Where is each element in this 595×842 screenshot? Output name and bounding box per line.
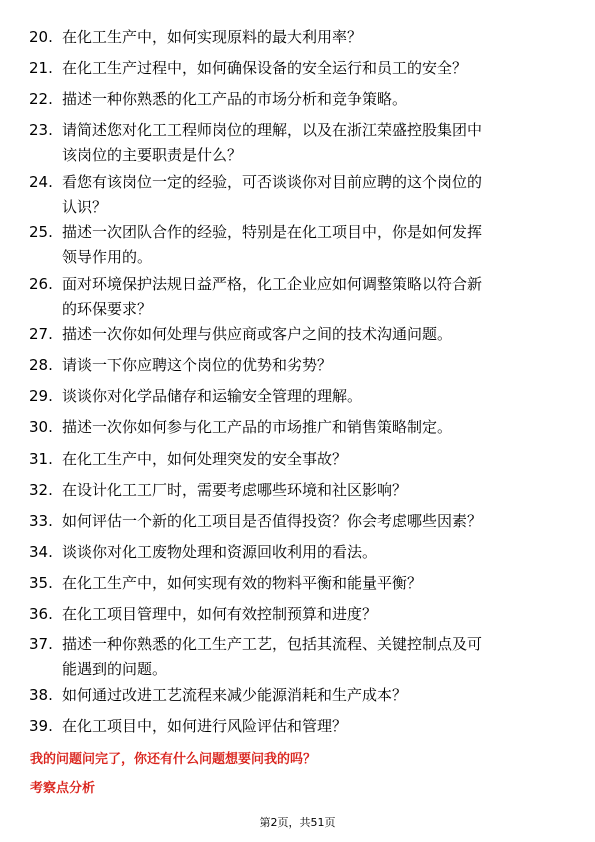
- question-item: [29, 415, 569, 440]
- question-number: 30.: [29, 418, 53, 436]
- question-number: 25.: [29, 223, 53, 241]
- question-item: [29, 540, 569, 565]
- question-item: [29, 353, 569, 378]
- question-item: [29, 714, 569, 739]
- question-item: [29, 170, 569, 220]
- question-number: 36.: [29, 605, 53, 623]
- question-item: [29, 322, 569, 347]
- question-number: 22.: [29, 90, 53, 108]
- question-number: 38.: [29, 686, 53, 704]
- question-text: 请简述您对化工工程师岗位的理解，以及在浙江荣盛控股集团中 该岗位的主要职责是什么？: [62, 121, 483, 164]
- question-text: 面对环境保护法规日益严格，化工企业应如何调整策略以符合新 的环保要求？: [62, 275, 483, 318]
- question-number: 37.: [29, 635, 53, 653]
- question-number: 28.: [29, 356, 53, 374]
- question-text: 描述一种你熟悉的化工产品的市场分析和竞争策略。: [62, 90, 408, 108]
- question-number: 20.: [29, 28, 53, 46]
- question-text: 请谈一下你应聘这个岗位的优势和劣势？: [62, 356, 333, 374]
- question-text: 谈谈你对化工废物处理和资源回收利用的看法。: [62, 543, 378, 561]
- page-footer: 第2页，共51页: [259, 816, 336, 829]
- question-text: 如何评估一个新的化工项目是否值得投资？你会考虑哪些因素？: [62, 512, 483, 530]
- question-item: [29, 272, 569, 322]
- question-text: 描述一次你如何参与化工产品的市场推广和销售策略制定。: [62, 418, 453, 436]
- question-text: 谈谈你对化学品储存和运输安全管理的理解。: [62, 387, 363, 405]
- question-text: 在化工生产中，如何处理突发的安全事故？: [62, 450, 348, 468]
- question-number: 24.: [29, 173, 53, 191]
- question-number: 27.: [29, 325, 53, 343]
- question-number: 31.: [29, 450, 53, 468]
- question-item: [29, 602, 569, 627]
- question-text: 在化工生产过程中，如何确保设备的安全运行和员工的安全？: [62, 59, 468, 77]
- question-item: [29, 220, 569, 270]
- question-text: 在化工生产中，如何实现有效的物料平衡和能量平衡？: [62, 574, 423, 592]
- question-number: 33.: [29, 512, 53, 530]
- section-title: 考察点分析: [30, 781, 96, 796]
- question-number: 39.: [29, 717, 53, 735]
- question-item: [29, 447, 569, 472]
- question-item: [29, 571, 569, 596]
- question-text: 描述一种你熟悉的化工生产工艺，包括其流程、关键控制点及可 能遇到的问题。: [62, 635, 483, 678]
- question-item: [29, 87, 569, 112]
- question-number: 29.: [29, 387, 53, 405]
- question-item: [29, 25, 569, 50]
- question-text: 描述一次团队合作的经验，特别是在化工项目中，你是如何发挥 领导作用的。: [62, 223, 483, 266]
- question-item: [29, 384, 569, 409]
- question-text: 如何通过改进工艺流程来减少能源消耗和生产成本？: [62, 686, 408, 704]
- question-number: 35.: [29, 574, 53, 592]
- question-text: 在化工生产中，如何实现原料的最大利用率？: [62, 28, 363, 46]
- question-number: 32.: [29, 481, 53, 499]
- question-item: [29, 56, 569, 81]
- question-number: 23.: [29, 121, 53, 139]
- question-item: [29, 683, 569, 708]
- question-text: 在设计化工工厂时，需要考虑哪些环境和社区影响？: [62, 481, 408, 499]
- question-item: [29, 478, 569, 503]
- question-text: 描述一次你如何处理与供应商或客户之间的技术沟通问题。: [62, 325, 453, 343]
- closing-question: 我的问题问完了，你还有什么问题想要问我的吗？: [30, 752, 317, 767]
- question-number: 21.: [29, 59, 53, 77]
- question-text: 在化工项目中，如何进行风险评估和管理？: [62, 717, 348, 735]
- question-number: 34.: [29, 543, 53, 561]
- question-item: [29, 118, 569, 168]
- question-item: [29, 632, 569, 682]
- question-item: [29, 509, 569, 534]
- question-number: 26.: [29, 275, 53, 293]
- question-text: 在化工项目管理中，如何有效控制预算和进度？: [62, 605, 378, 623]
- question-text: 看您有该岗位一定的经验，可否谈谈你对目前应聘的这个岗位的 认识？: [62, 173, 483, 216]
